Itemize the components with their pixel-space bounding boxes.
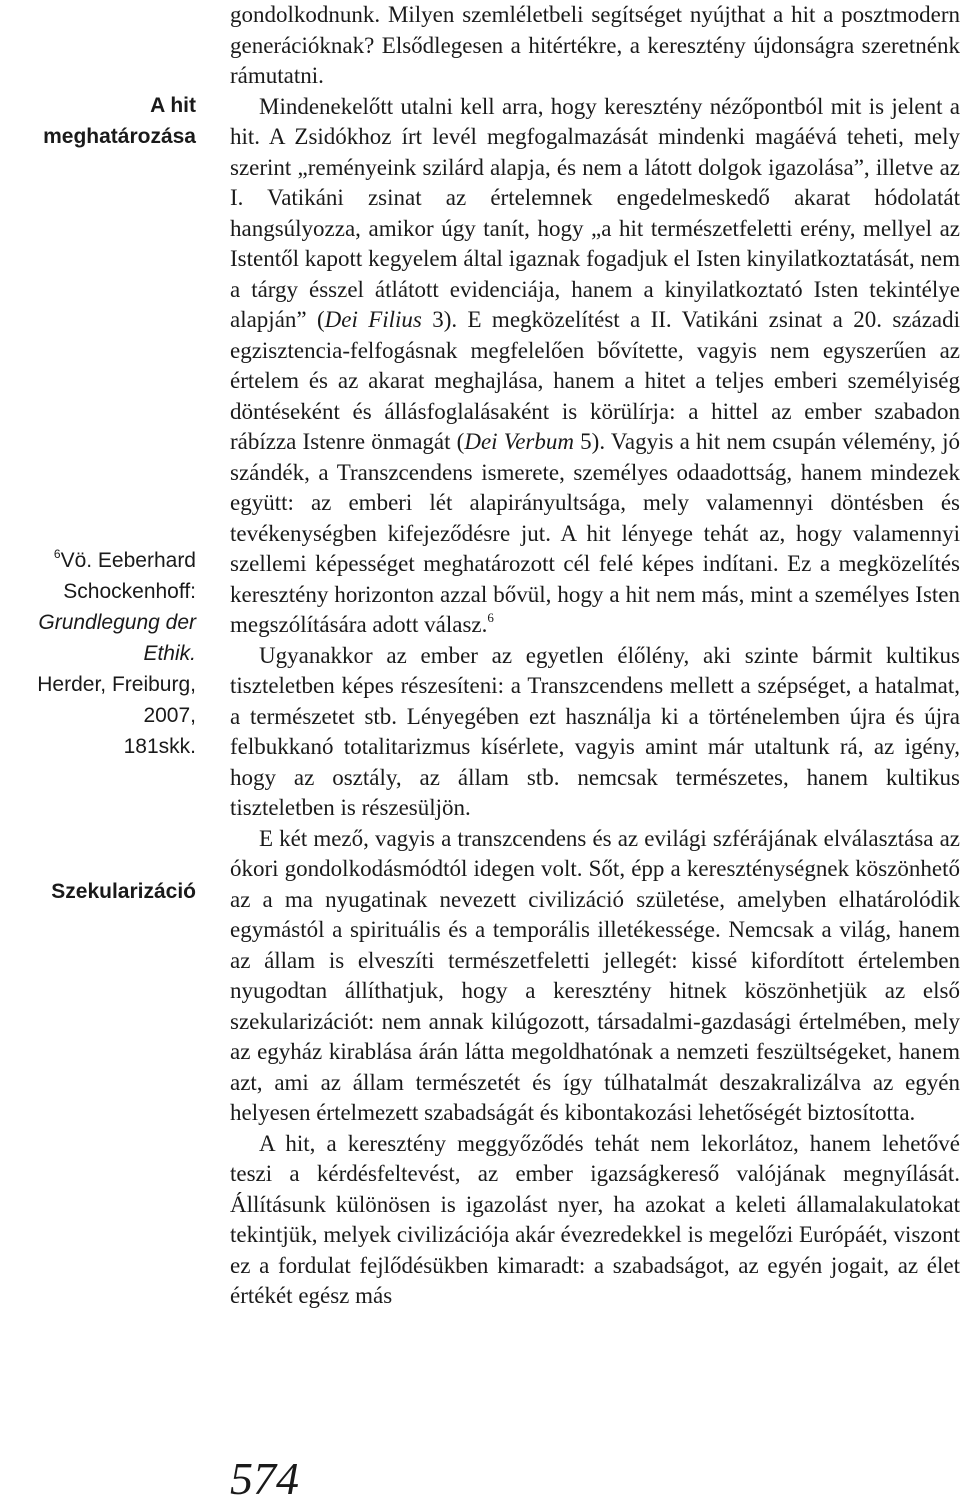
margin-heading-sekularizacio: Szekularizáció bbox=[51, 880, 196, 903]
dei-filius-title: Dei Filius bbox=[324, 307, 422, 332]
paragraph-keresztény-meggyozodes: A hit, a keresztény meggyőződés tehát nem lekorlátoz, hanem lehetővé teszi a kérdésfeltevést, az ember igazságkereső valójának megnyílását. Állításunk különösen is igazolást nyer, ha azokat a keleti államalakulatokat tekintjük, melyek civilizációja akár évezredekkel is megelőzi Európáét, viszont ez a fordulat fejlődésükben kimaradt: a szabadságot, az egyén jogait, az élet értékét egész más bbox=[230, 1130, 960, 1308]
paragraph-hit-definition bbox=[230, 92, 960, 641]
footnote-reference: 6 bbox=[487, 610, 494, 625]
footnote-line-5: 181skk. bbox=[123, 735, 196, 758]
dei-verbum-title: Dei Verbum bbox=[464, 429, 574, 454]
paragraph-hit-text-a: Mindenekelőtt utalni kell arra, hogy keresztény nézőpontból mit is jelent a hit. A Zsidókhoz írt levél megfogalmazását mindenki magáévá teheti, mely szerint „reményeink szilárd alapja, és nem a látott dolgok igazolása”, illetve az I. Vatikáni zsinat az értelemnek engedelmeskedő akarat hódolatát hangsúlyozza, amikor úgy tanít, hogy „a hit természetfeletti erény, mellyel az Istentől kapott kegyelem által igaznak fogadjuk el Isten kinyilatkoztatását, nem a tárgy ésszel átlátott evidenciája, hanem a kinyilatkoztató Isten tekintélye alapján” ( bbox=[230, 93, 960, 332]
footnote-number: 6 bbox=[53, 547, 61, 561]
footnote-text-1: Vö. Eeberhard bbox=[60, 549, 196, 572]
margin-footnote bbox=[0, 545, 196, 762]
footnote-line-4: Herder, Freiburg, 2007, bbox=[37, 673, 196, 727]
paragraph-hit-text-c: 5). Vagyis a hit nem csupán vélemény, jó szándék, a Transzcendens ismerete, személyes odaadottság, hanem mindezek együtt: az emberi lét alapirányultsága, mely valamennyi döntésben és tevékenységben kifejeződésre jut. A hit lényege tehát az, hogy valamennyi szellemi képességet meghatározott cél felé képes indítani. Ez a megközelítés keresztény horizonton azzal bővül, hogy a hit nem más, mint a személyes Isten megszólítására adott válasz. bbox=[230, 429, 960, 637]
footnote-line-1 bbox=[0, 545, 196, 576]
page-number: 574 bbox=[230, 1453, 299, 1504]
main-text bbox=[230, 0, 960, 1312]
paragraph-continuation: gondolkodnunk. Milyen szemléletbeli segítséget nyújthat a hit a posztmodern generációknak? Elsődlegesen a hitértékre, a keresztény újdonságra szeretnénk rámutatni. bbox=[230, 2, 960, 88]
paragraph-szekularizacio: E két mező, vagyis a transzcendens és az evilági szférájának elválasztása az ókori gondolkodásmódtól idegen volt. Sőt, épp a kereszténységnek köszönhető az a ma nyugatinak nevezett civilizáció születése, amelyben elhatárolódik egymástól a spirituális és a temporális illetékessége. Nemcsak a világ, hanem az állam is elveszíti természetfeletti jellegét: kissé kifordított értelemben nyugodtan állíthatjuk, hogy a keresztény hitnek köszönhetjük az első szekularizációt: nem annak kilúgozott, társadalmi-gazdasági értelmében, mely az egyház kirablása árán látta megoldhatónak a nemzeti feszültségeket, hanem azt, ami az állam természetét és így túlhatalmát deszakralizálva az egyén helyesen értelmezett szabadságát és kibontakozási lehetőségét biztosította. bbox=[230, 825, 960, 1125]
paragraph-kultikus: Ugyanakkor az ember az egyetlen élőlény, aki szinte bármit kultikus tiszteletben képes részesíteni: a Transzcendens mellett a szépséget, a hatalmat, a természetet stb. Lényegében ezt használja ki a történelemben újra és újra felbukkanó totalitarizmus kísérlete, vagyis amint már utaltunk rá, az igény, hogy az osztály, az állam stb. nemcsak természetes, hanem kultikus tiszteletben is részesüljön. bbox=[230, 642, 960, 820]
paragraph-hit-text-b: 3). E megközelítést a II. Vatikáni zsinat a 20. századi egzisztencia-felfogásnak megfelelően bővítette, vagyis nem egyszerűen az értelem és az akarat meghajlása, hanem a hitet a teljes emberi személyiség döntéseként és állásfoglalásaként is körülírja: a hittel az ember szabadon rábízza Istenre önmagát ( bbox=[230, 307, 960, 454]
margin-heading-hit: A hit meghatározása bbox=[43, 94, 196, 148]
footnote-line-3: Grundlegung der Ethik. bbox=[38, 611, 196, 665]
footnote-line-2: Schockenhoff: bbox=[63, 580, 196, 603]
